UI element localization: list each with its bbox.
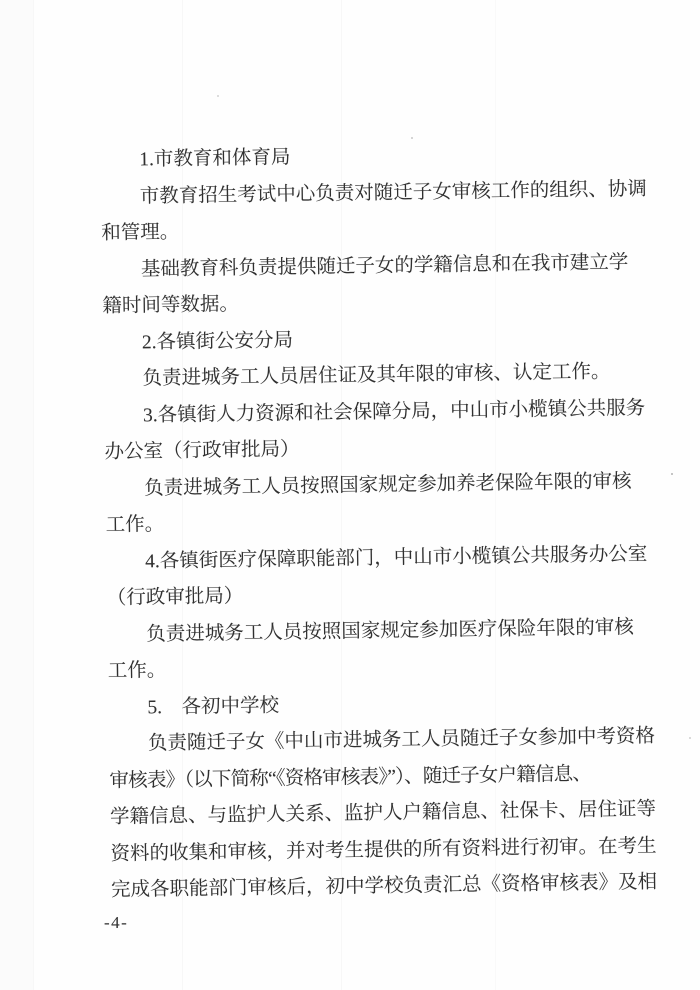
text-line: 籍时间等数据。	[102, 293, 240, 317]
text-line: 和管理。	[101, 221, 180, 244]
text-line: 3.各镇街人力资源和社会保障分局，中山市小榄镇公共服务	[142, 397, 646, 426]
scan-seam	[33, 0, 34, 990]
text-line: 完成各职能部门审核后，初中学校负责汇总《资格审核表》及相	[110, 871, 658, 901]
text-line: 负责进城务工人员按照国家规定参加养老保险年限的审核	[143, 470, 632, 499]
text-line: 2.各镇街公安分局	[141, 329, 294, 353]
text-line: 工作。	[107, 660, 167, 682]
page-number: -4-	[104, 913, 129, 932]
text-line: 基础教育科负责提供随迁子女的学籍信息和在我市建立学	[140, 251, 629, 280]
text-line: 办公室（行政审批局）	[104, 439, 300, 463]
text-line: 负责进城务工人员居住证及其年限的审核、认定工作。	[142, 361, 611, 390]
text-line: 审核表》（以下简称“《资格审核表》”）、随迁子女户籍信息、	[109, 763, 592, 792]
document-body	[100, 135, 657, 910]
text-line: 负责进城务工人员按照国家规定参加医疗保险年限的审核	[146, 616, 634, 645]
scan-edge-shading	[0, 0, 33, 990]
text-line: 负责随迁子女《中山市进城务工人员随迁子女参加中考资格	[147, 725, 656, 755]
text-line: 5. 各初中学校	[147, 694, 280, 718]
text-line: 市教育招生考试中心负责对随迁子女审核工作的组织、协调	[139, 178, 647, 207]
text-line: （行政审批局）	[106, 585, 244, 609]
scan-speck	[689, 737, 691, 739]
text-line: 1.市教育和体育局	[139, 147, 291, 171]
scan-speck	[671, 473, 673, 475]
text-line: 4.各镇街医疗保障职能部门，中山市小榄镇公共服务办公室	[145, 543, 648, 572]
text-line: 学籍信息、与监护人关系、监护人户籍信息、社保卡、居住证等	[109, 798, 657, 828]
text-line: 工作。	[105, 514, 165, 536]
scan-speck	[217, 95, 219, 97]
text-line: 资料的收集和审核，并对考生提供的所有资料进行初审。在考生	[110, 835, 657, 865]
